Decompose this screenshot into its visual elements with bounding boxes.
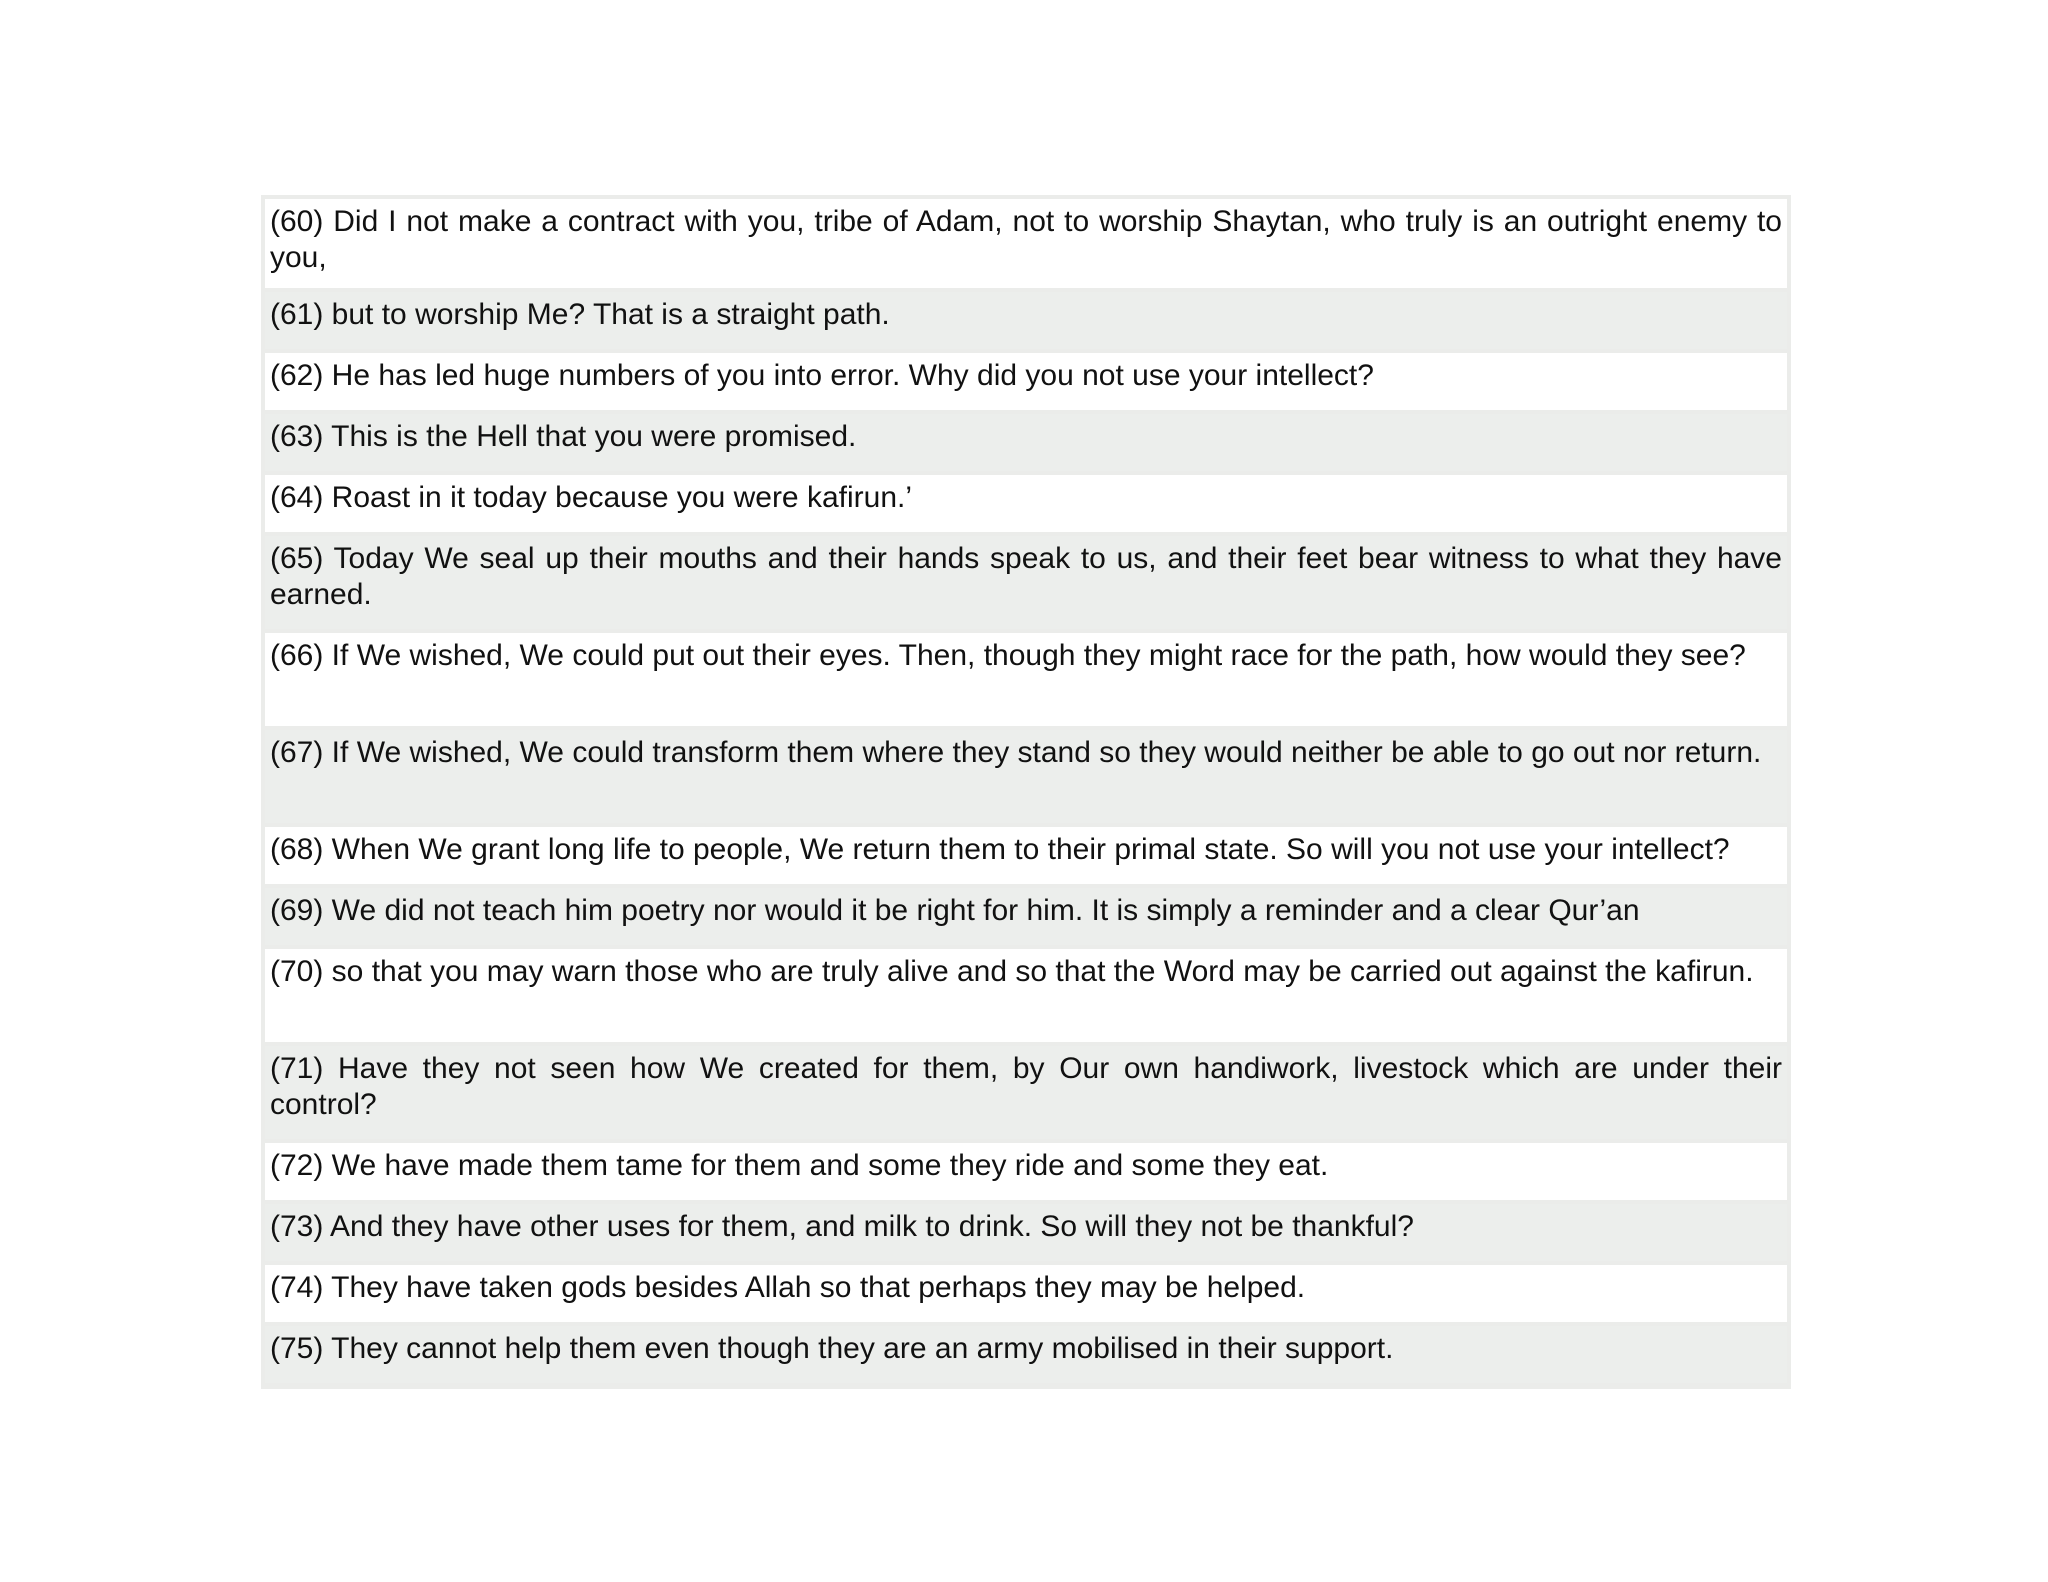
verse-row-73: (73) And they have other uses for them, and milk to drink. So will they not be thankful? (265, 1204, 1787, 1261)
verse-row-66: (66) If We wished, We could put out their eyes. Then, though they might race for the path, how would they see? (265, 633, 1787, 726)
verse-row-60: (60) Did I not make a contract with you, tribe of Adam, not to worship Shaytan, who truly is an outright enemy to you, (265, 199, 1787, 288)
verse-table (261, 195, 1791, 1389)
verse-row-74: (74) They have taken gods besides Allah so that perhaps they may be helped. (265, 1265, 1787, 1322)
verse-row-62: (62) He has led huge numbers of you into error. Why did you not use your intellect? (265, 353, 1787, 410)
verse-row-67: (67) If We wished, We could transform them where they stand so they would neither be able to go out nor return. (265, 730, 1787, 823)
verse-row-71: (71) Have they not seen how We created for them, by Our own handiwork, livestock which are under their control? (265, 1046, 1787, 1139)
verse-row-65: (65) Today We seal up their mouths and their hands speak to us, and their feet bear witness to what they have earned. (265, 536, 1787, 629)
verse-row-69: (69) We did not teach him poetry nor would it be right for him. It is simply a reminder and a clear Qur’an (265, 888, 1787, 945)
verse-row-70: (70) so that you may warn those who are truly alive and so that the Word may be carried out against the kafirun. (265, 949, 1787, 1042)
verse-row-61: (61) but to worship Me? That is a straight path. (265, 292, 1787, 349)
verse-row-72: (72) We have made them tame for them and some they ride and some they eat. (265, 1143, 1787, 1200)
verse-row-75: (75) They cannot help them even though they are an army mobilised in their support. (265, 1326, 1787, 1383)
verse-row-64: (64) Roast in it today because you were kafirun.’ (265, 475, 1787, 532)
verse-row-63: (63) This is the Hell that you were promised. (265, 414, 1787, 471)
verse-row-68: (68) When We grant long life to people, We return them to their primal state. So will you not use your intellect? (265, 827, 1787, 884)
